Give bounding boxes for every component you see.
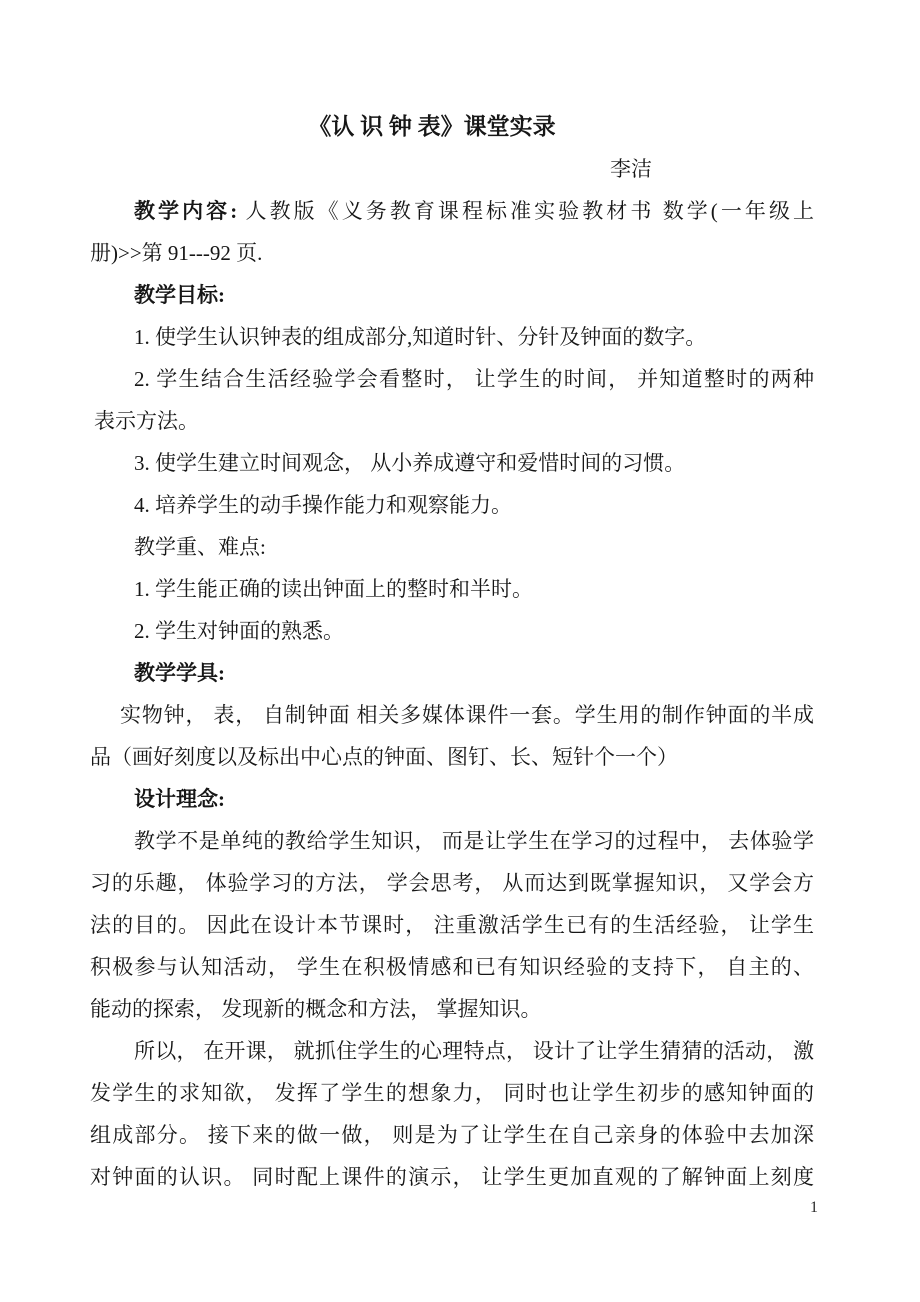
- text-line: [90, 190, 814, 232]
- line-text: 实物钟， 表， 自制钟面 相关多媒体课件一套。学生用的制作钟面的半成: [120, 703, 814, 727]
- line-text: 3. 使学生建立时间观念， 从小养成遵守和爱惜时间的习惯。: [134, 451, 686, 475]
- text-line: [90, 526, 814, 568]
- text-line: [90, 232, 814, 274]
- text-line: [90, 274, 814, 316]
- document-lines: [90, 190, 830, 1198]
- line-label: 教学内容:: [134, 199, 246, 223]
- line-text: 习的乐趣， 体验学习的方法， 学会思考， 从而达到既掌握知识， 又学会方: [90, 871, 814, 895]
- text-line: [90, 1156, 814, 1198]
- line-text: 人教版《义务教育课程标准实验教材书 数学(一年级上: [245, 199, 814, 223]
- line-text: 册)>>第 91---92 页.: [90, 241, 263, 265]
- document-title: 《认 识 钟 表》课堂实录: [308, 114, 556, 139]
- text-line: [90, 820, 814, 862]
- line-text: 法的目的。 因此在设计本节课时， 注重激活学生已有的生活经验， 让学生: [90, 913, 814, 937]
- line-text: 能动的探索， 发现新的概念和方法， 掌握知识。: [90, 997, 542, 1021]
- text-line: [90, 1030, 814, 1072]
- line-text: 1. 使学生认识钟表的组成部分,知道时针、分针及钟面的数字。: [134, 325, 707, 349]
- text-line: [90, 778, 814, 820]
- text-line: [90, 484, 814, 526]
- text-line: [90, 400, 814, 442]
- text-line: [90, 316, 814, 358]
- line-text: 教学不是单纯的教给学生知识， 而是让学生在学习的过程中， 去体验学: [134, 829, 814, 853]
- text-line: [90, 904, 814, 946]
- line-text: 4. 培养学生的动手操作能力和观察能力。: [134, 493, 512, 517]
- page-number: 1: [810, 1199, 818, 1216]
- text-line: [90, 946, 814, 988]
- text-line: [90, 1114, 814, 1156]
- line-text: 积极参与认知活动， 学生在积极情感和已有知识经验的支持下， 自主的、: [90, 955, 814, 979]
- text-line: [90, 988, 814, 1030]
- line-text: 2. 学生对钟面的熟悉。: [134, 619, 344, 643]
- text-line: [90, 652, 814, 694]
- text-line: [90, 694, 814, 736]
- text-line: [90, 358, 814, 400]
- text-line: [90, 1072, 814, 1114]
- text-line: [90, 610, 814, 652]
- line-text: 组成部分。 接下来的做一做， 则是为了让学生在自己亲身的体验中去加深: [90, 1123, 814, 1147]
- line-text: 教学学具:: [134, 661, 225, 685]
- text-line: [90, 568, 814, 610]
- line-text: 2. 学生结合生活经验学会看整时， 让学生的时间， 并知道整时的两种: [134, 367, 814, 391]
- line-text: 设计理念:: [134, 787, 225, 811]
- line-text: 发学生的求知欲， 发挥了学生的想象力， 同时也让学生初步的感知钟面的: [90, 1081, 814, 1105]
- line-text: 对钟面的认识。 同时配上课件的演示， 让学生更加直观的了解钟面上刻度: [90, 1165, 814, 1189]
- text-line: [90, 736, 814, 778]
- author-name: 李洁: [610, 157, 652, 181]
- line-text: 教学重、难点:: [134, 535, 266, 559]
- line-text: 品（画好刻度以及标出中心点的钟面、图钉、长、短针个一个）: [90, 745, 678, 769]
- line-text: 表示方法。: [94, 409, 199, 433]
- line-text: 教学目标:: [134, 283, 225, 307]
- line-text: 所以， 在开课， 就抓住学生的心理特点， 设计了让学生猜猜的活动， 激: [134, 1039, 814, 1063]
- text-line: [90, 862, 814, 904]
- line-text: 1. 学生能正确的读出钟面上的整时和半时。: [134, 577, 533, 601]
- text-line: [90, 442, 814, 484]
